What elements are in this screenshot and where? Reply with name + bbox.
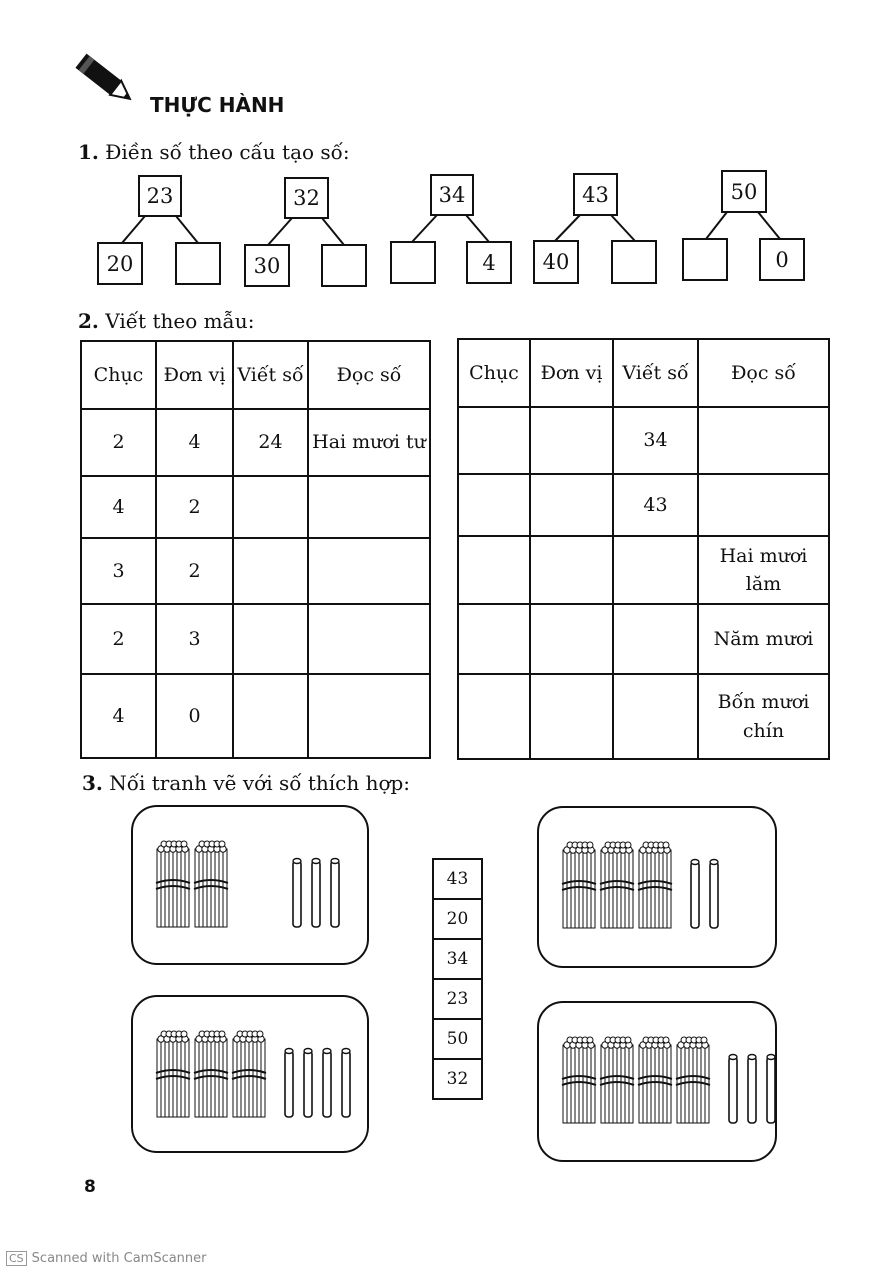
header-doc-so: Đọc số <box>698 339 829 407</box>
bundle-of-ten-icon <box>194 1031 228 1117</box>
single-stick-icon <box>342 1049 350 1118</box>
single-stick-icon <box>748 1055 756 1124</box>
single-stick-icon <box>293 859 301 928</box>
bundles-sticks-drawing <box>539 1003 775 1160</box>
cell-chuc: 2 <box>81 409 156 476</box>
cell-chuc-blank[interactable] <box>458 474 530 536</box>
tree5-left-blank[interactable] <box>682 238 728 281</box>
cell-doc-so-blank[interactable] <box>308 476 430 538</box>
cell-don-vi-blank[interactable] <box>530 474 613 536</box>
tree1-left: 20 <box>97 242 143 285</box>
single-stick-icon <box>323 1049 331 1118</box>
header-chuc: Chục <box>458 339 530 407</box>
bundles-sticks-drawing <box>133 997 367 1151</box>
tree3-top: 34 <box>430 174 474 216</box>
table-right <box>457 338 830 760</box>
cell-don-vi-blank[interactable] <box>530 604 613 674</box>
bundle-of-ten-icon <box>562 842 596 928</box>
table-row <box>458 674 829 759</box>
camscanner-logo: CS <box>6 1251 27 1266</box>
cell-doc-so: Hai mươi tư <box>308 409 430 476</box>
bundle-of-ten-icon <box>194 841 228 927</box>
bundle-of-ten-icon <box>600 1037 634 1123</box>
cell-don-vi: 2 <box>156 476 233 538</box>
table-left <box>80 340 431 759</box>
tree5-right: 0 <box>759 238 805 281</box>
bundle-of-ten-icon <box>676 1037 710 1123</box>
q2-title: 2. Viết theo mẫu: <box>78 309 255 333</box>
table-row <box>458 536 829 604</box>
cell-doc-so-blank[interactable] <box>698 407 829 474</box>
header-viet-so: Viết số <box>613 339 698 407</box>
cell-viet-so-blank[interactable] <box>613 536 698 604</box>
tree4-left: 40 <box>533 240 579 284</box>
single-stick-icon <box>304 1049 312 1118</box>
header-viet-so: Viết số <box>233 341 308 409</box>
cell-doc-so-blank[interactable] <box>308 674 430 758</box>
cell-chuc-blank[interactable] <box>458 407 530 474</box>
cell-doc-so: Hai mươi lăm <box>698 536 829 604</box>
single-stick-icon <box>729 1055 737 1124</box>
tree5-top: 50 <box>721 170 767 213</box>
single-stick-icon <box>767 1055 775 1124</box>
cell-viet-so-blank[interactable] <box>613 604 698 674</box>
cell-don-vi: 0 <box>156 674 233 758</box>
scanner-text: Scanned with CamScanner <box>31 1251 207 1266</box>
picture-card-1[interactable] <box>131 805 369 965</box>
tree3-right: 4 <box>466 241 512 284</box>
cell-viet-so: 43 <box>613 474 698 536</box>
number-option[interactable]: 50 <box>434 1020 481 1060</box>
cell-doc-so-blank[interactable] <box>308 604 430 674</box>
q1-title: 1. Điền số theo cấu tạo số: <box>78 140 350 164</box>
header-chuc: Chục <box>81 341 156 409</box>
bundle-of-ten-icon <box>562 1037 596 1123</box>
single-stick-icon <box>710 860 718 929</box>
tree3-left-blank[interactable] <box>390 241 436 284</box>
cell-don-vi: 2 <box>156 538 233 604</box>
table-row <box>81 476 430 538</box>
bundle-of-ten-icon <box>638 842 672 928</box>
single-stick-icon <box>331 859 339 928</box>
cell-doc-so: Năm mươi <box>698 604 829 674</box>
cell-don-vi-blank[interactable] <box>530 674 613 759</box>
scanner-watermark <box>6 1251 207 1266</box>
single-stick-icon <box>691 860 699 929</box>
cell-viet-so: 34 <box>613 407 698 474</box>
bundle-of-ten-icon <box>156 1031 190 1117</box>
cell-viet-so-blank[interactable] <box>233 674 308 758</box>
table-row <box>458 604 829 674</box>
cell-chuc-blank[interactable] <box>458 536 530 604</box>
cell-viet-so-blank[interactable] <box>233 538 308 604</box>
header-don-vi: Đơn vị <box>530 339 613 407</box>
cell-don-vi: 4 <box>156 409 233 476</box>
cell-viet-so-blank[interactable] <box>233 604 308 674</box>
bundle-of-ten-icon <box>232 1031 266 1117</box>
section-heading: THỰC HÀNH <box>150 93 285 117</box>
cell-chuc-blank[interactable] <box>458 674 530 759</box>
table-row <box>81 538 430 604</box>
bundle-of-ten-icon <box>600 842 634 928</box>
cell-chuc-blank[interactable] <box>458 604 530 674</box>
picture-card-3[interactable] <box>131 995 369 1153</box>
table-row <box>458 407 829 474</box>
table-row <box>81 409 430 476</box>
number-option[interactable]: 23 <box>434 980 481 1020</box>
tree1-top: 23 <box>138 175 182 217</box>
cell-chuc: 4 <box>81 476 156 538</box>
table-row <box>458 474 829 536</box>
cell-doc-so: Bốn mươi chín <box>698 674 829 759</box>
tree4-top: 43 <box>573 173 618 216</box>
header-don-vi: Đơn vị <box>156 341 233 409</box>
bundle-of-ten-icon <box>156 841 190 927</box>
cell-don-vi-blank[interactable] <box>530 536 613 604</box>
number-option[interactable]: 43 <box>434 860 481 900</box>
cell-doc-so-blank[interactable] <box>308 538 430 604</box>
q3-title: 3. Nối tranh vẽ với số thích hợp: <box>82 771 411 795</box>
table-row <box>81 604 430 674</box>
number-option[interactable]: 32 <box>446 1069 469 1089</box>
cell-chuc: 3 <box>81 538 156 604</box>
cell-chuc: 2 <box>81 604 156 674</box>
tree2-left: 30 <box>244 244 290 287</box>
bundles-sticks-drawing <box>539 808 775 966</box>
cell-don-vi-blank[interactable] <box>530 407 613 474</box>
picture-card-2[interactable] <box>537 806 777 968</box>
number-option[interactable]: 20 <box>434 900 481 940</box>
cell-viet-so-blank[interactable] <box>613 674 698 759</box>
cell-viet-so: 24 <box>233 409 308 476</box>
cell-don-vi: 3 <box>156 604 233 674</box>
single-stick-icon <box>312 859 320 928</box>
cell-doc-so-blank[interactable] <box>698 474 829 536</box>
number-option[interactable]: 34 <box>434 940 481 980</box>
number-column <box>432 858 483 1100</box>
tree2-top: 32 <box>284 177 329 219</box>
table-row <box>81 674 430 758</box>
tree4-right-blank[interactable] <box>611 240 657 284</box>
tree2-right-blank[interactable] <box>321 244 367 287</box>
single-stick-icon <box>285 1049 293 1118</box>
page-number: 8 <box>84 1177 96 1197</box>
cell-chuc: 4 <box>81 674 156 758</box>
header-doc-so: Đọc số <box>308 341 430 409</box>
bundle-of-ten-icon <box>638 1037 672 1123</box>
picture-card-4[interactable] <box>537 1001 777 1162</box>
cell-viet-so-blank[interactable] <box>233 476 308 538</box>
bundles-sticks-drawing <box>133 807 367 963</box>
tree1-right-blank[interactable] <box>175 242 221 285</box>
